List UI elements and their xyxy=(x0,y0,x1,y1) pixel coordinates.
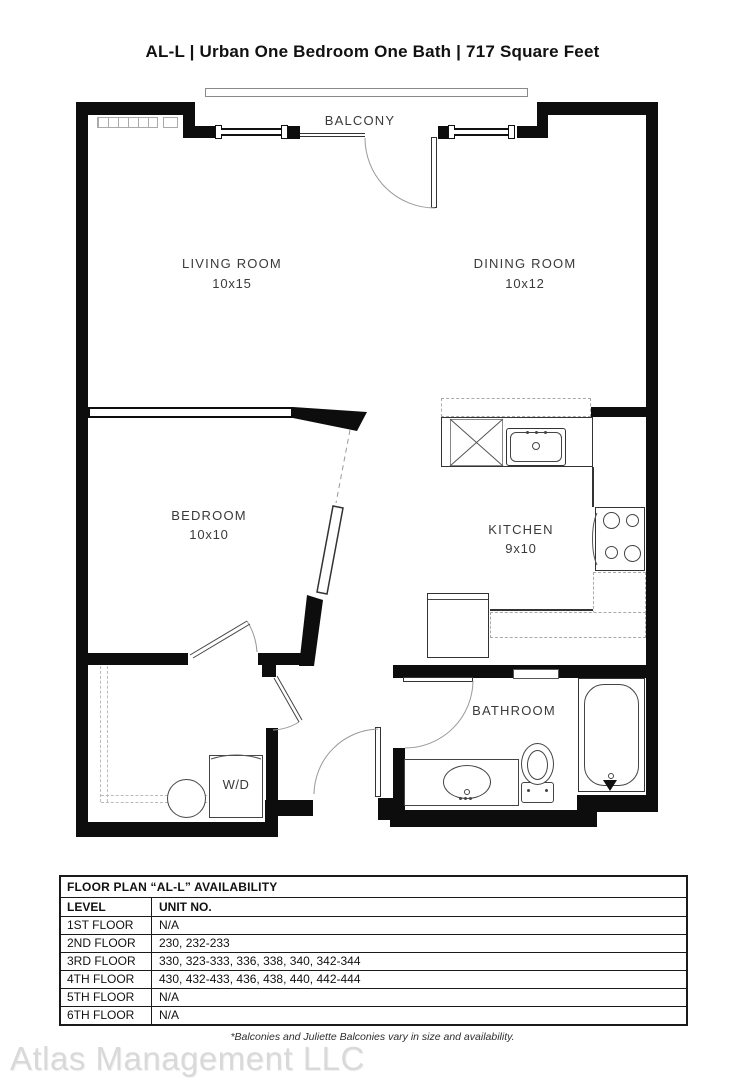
wall-post-balcony-left xyxy=(288,126,300,139)
table-row xyxy=(61,953,686,971)
balcony-fixed-lite xyxy=(300,133,365,137)
burner xyxy=(624,545,641,562)
table-header-unit: UNIT NO. xyxy=(159,900,212,914)
toilet-tank xyxy=(521,782,554,803)
wall-closet-hinge-post xyxy=(262,665,276,677)
label-dining-room: DINING ROOM xyxy=(473,256,577,271)
table-row xyxy=(61,935,686,953)
wall-bath-bottom xyxy=(390,810,580,827)
table-row xyxy=(61,1007,686,1024)
footnote: *Balconies and Juliette Balconies vary in size and availability. xyxy=(230,1031,515,1043)
balcony-door-leaf xyxy=(431,137,437,208)
faucet-dot xyxy=(469,797,472,800)
availability-table xyxy=(59,875,688,1026)
baseboard-heater-end xyxy=(163,117,178,128)
faucet-dot xyxy=(459,797,462,800)
bathtub-inner xyxy=(584,684,639,786)
table-row xyxy=(61,971,686,989)
balcony-window-right xyxy=(454,128,508,136)
label-bathroom: BATHROOM xyxy=(472,703,556,718)
table-header-row xyxy=(61,898,686,917)
cell-level: 4TH FLOOR xyxy=(61,971,152,988)
toilet-bowl-inner xyxy=(527,750,548,780)
vanity-drain xyxy=(464,789,470,795)
label-living-room: LIVING ROOM xyxy=(182,256,282,271)
toilet-bolt xyxy=(527,789,530,792)
wall-top-right xyxy=(537,102,658,115)
wall-left xyxy=(76,102,88,837)
cell-units: N/A xyxy=(159,990,180,1004)
cell-level: 1ST FLOOR xyxy=(61,917,152,934)
water-heater xyxy=(167,779,206,818)
toilet-bolt xyxy=(545,789,548,792)
cell-units: 230, 232-233 xyxy=(159,936,230,950)
cell-level: 5TH FLOOR xyxy=(61,989,152,1006)
balcony-railing xyxy=(205,88,528,97)
tub-drain xyxy=(608,773,614,779)
baseboard-heater xyxy=(97,117,158,128)
bedroom-wall-angled-end xyxy=(293,407,367,431)
wall-top-left xyxy=(76,102,195,115)
bathroom-wall-niche xyxy=(513,669,559,679)
wall-bath-bottom-step xyxy=(577,795,597,827)
wall-bedroom-bottom xyxy=(88,653,188,665)
label-balcony: BALCONY xyxy=(324,113,396,128)
cell-units: N/A xyxy=(159,1008,180,1022)
window-frame xyxy=(281,125,288,139)
wall-stub-left xyxy=(195,126,215,138)
bedroom-sliding-door xyxy=(317,506,343,594)
burner xyxy=(603,512,620,529)
cell-units: 330, 323-333, 336, 338, 340, 342-344 xyxy=(159,954,361,968)
cell-level: 6TH FLOOR xyxy=(61,1007,152,1024)
label-bedroom: BEDROOM xyxy=(171,508,247,523)
entry-door-leaf xyxy=(375,727,381,797)
label-living-dims: 10x15 xyxy=(212,276,252,291)
watermark: Atlas Management LLC xyxy=(10,1040,365,1077)
cell-units: N/A xyxy=(159,918,180,932)
cabinets-dashed-bottom xyxy=(490,612,646,638)
cell-level: 2ND FLOOR xyxy=(61,935,152,952)
balcony-window-left xyxy=(221,128,282,136)
wall-bottom-left xyxy=(76,822,278,837)
balcony-door-swing xyxy=(365,138,435,208)
label-dining-dims: 10x12 xyxy=(505,276,545,291)
burner xyxy=(626,514,639,527)
upper-cabinets-dashed xyxy=(441,398,591,417)
window-frame xyxy=(508,125,515,139)
label-kitchen-dims: 9x10 xyxy=(505,541,537,556)
refrigerator xyxy=(427,593,489,658)
counter-edge xyxy=(490,609,593,611)
wall-kitchen-divider xyxy=(591,407,646,417)
closet-rod-dashed xyxy=(107,666,108,802)
closet-rod-dashed xyxy=(100,666,101,802)
label-washer-dryer: W/D xyxy=(222,777,250,792)
bathroom-door-leaf xyxy=(403,677,473,682)
cell-units: 430, 432-433, 436, 438, 440, 442-444 xyxy=(159,972,361,986)
entry-door-swing xyxy=(314,729,378,794)
label-bedroom-dims: 10x10 xyxy=(189,527,229,542)
wall-right xyxy=(646,102,658,812)
bedroom-door-swing xyxy=(247,621,257,652)
wall-bedroom-divider xyxy=(88,407,293,418)
cell-level: 3RD FLOOR xyxy=(61,953,152,970)
bedroom-door-leaf xyxy=(190,621,250,658)
wall-hall-top xyxy=(258,653,313,665)
closet-door-leaf xyxy=(274,676,302,722)
faucet-dot xyxy=(535,431,538,434)
wall-closet xyxy=(266,728,278,824)
faucet-dot xyxy=(544,431,547,434)
burner xyxy=(605,546,618,559)
faucet-dot xyxy=(526,431,529,434)
sliding-door-track xyxy=(336,430,350,503)
table-row xyxy=(61,917,686,935)
page-title: AL-L | Urban One Bedroom One Bath | 717 Square Feet xyxy=(145,42,600,61)
wall-bottom-right xyxy=(597,795,658,812)
refrigerator-line xyxy=(428,599,488,600)
faucet-dot xyxy=(464,797,467,800)
table-title: FLOOR PLAN “AL-L” AVAILABILITY xyxy=(61,877,686,898)
table-row xyxy=(61,989,686,1007)
sink-drain xyxy=(532,442,540,450)
wall-hall-bottom xyxy=(278,800,313,816)
bathroom-door-swing xyxy=(405,681,473,748)
counter-edge xyxy=(592,467,594,507)
table-header-level: LEVEL xyxy=(61,898,152,916)
wall-top-step-left xyxy=(183,102,195,138)
label-kitchen: KITCHEN xyxy=(488,522,554,537)
dishwasher xyxy=(450,419,503,466)
